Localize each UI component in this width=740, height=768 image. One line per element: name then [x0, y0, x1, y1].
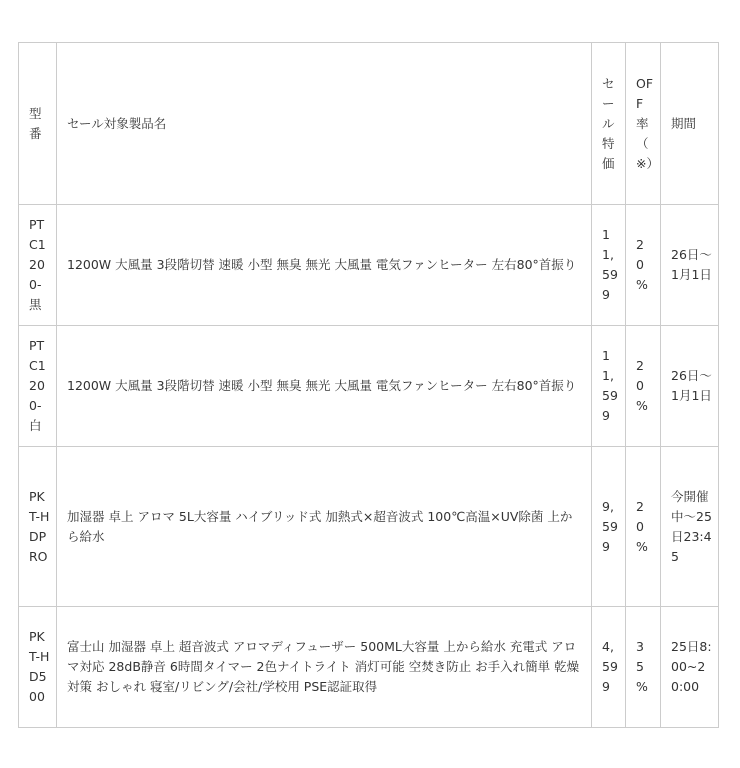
cell-model: PTC1200-白: [19, 326, 57, 447]
header-off-rate: OFF率（※）: [626, 43, 661, 205]
header-model: 型番: [19, 43, 57, 205]
header-period: 期間: [661, 43, 719, 205]
cell-product-name: 1200W 大風量 3段階切替 速暖 小型 無臭 無光 大風量 電気ファンヒーター 左右80°首振り: [57, 326, 592, 447]
cell-off-rate: 35%: [626, 607, 661, 728]
table-row: [19, 205, 719, 326]
cell-off-rate: 20%: [626, 205, 661, 326]
cell-period: 26日～1月1日: [661, 326, 719, 447]
header-sale-price: セール特価: [592, 43, 626, 205]
cell-period: 今開催中～25日23:45: [661, 447, 719, 607]
cell-sale-price: 9,599: [592, 447, 626, 607]
cell-sale-price: 4,599: [592, 607, 626, 728]
table-row: [19, 326, 719, 447]
cell-off-rate: 20%: [626, 326, 661, 447]
sale-table: [18, 42, 719, 728]
cell-sale-price: 11,599: [592, 205, 626, 326]
cell-product-name: 富士山 加湿器 卓上 超音波式 アロマディフューザー 500ML大容量 上から給水 充電式 アロマ対応 28dB静音 6時間タイマー 2色ナイトライト 消灯可能 空焚き防止 お手入れ簡単 乾燥対策 おしゃれ 寝室/リビング/会社/学校用 PSE認証取得: [57, 607, 592, 728]
table-row: [19, 447, 719, 607]
cell-product-name: 1200W 大風量 3段階切替 速暖 小型 無臭 無光 大風量 電気ファンヒーター 左右80°首振り: [57, 205, 592, 326]
cell-product-name: 加湿器 卓上 アロマ 5L大容量 ハイブリッド式 加熱式×超音波式 100℃高温×UV除菌 上から給水: [57, 447, 592, 607]
header-product-name: セール対象製品名: [57, 43, 592, 205]
cell-sale-price: 11,599: [592, 326, 626, 447]
cell-period: 26日～1月1日: [661, 205, 719, 326]
cell-model: PKT-HD500: [19, 607, 57, 728]
cell-off-rate: 20%: [626, 447, 661, 607]
table-row: [19, 607, 719, 728]
cell-period: 25日8:00~20:00: [661, 607, 719, 728]
cell-model: PKT-HDPRO: [19, 447, 57, 607]
table-header-row: [19, 43, 719, 205]
cell-model: PTC1200-黒: [19, 205, 57, 326]
